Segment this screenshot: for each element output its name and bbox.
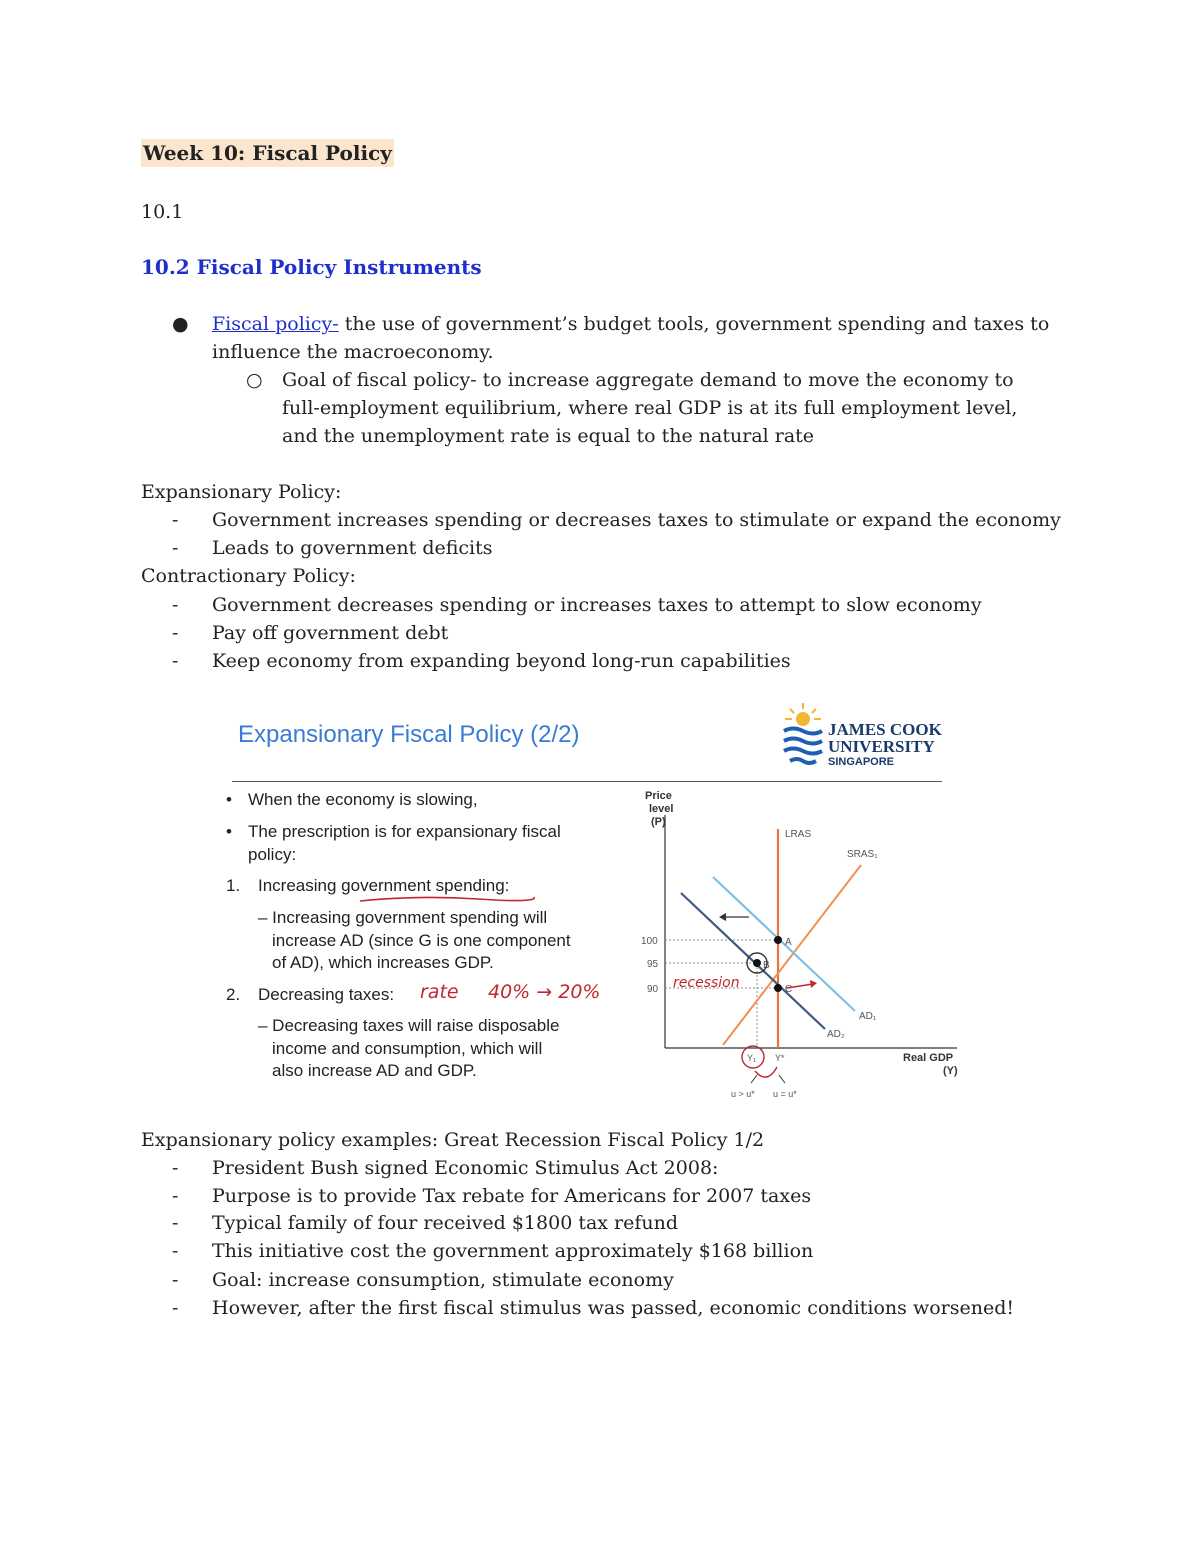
contractionary-title: Contractionary Policy: — [141, 565, 356, 587]
tick-label: Y₁ — [747, 1053, 757, 1063]
pointer-line — [779, 1075, 785, 1083]
slide-divider — [232, 781, 942, 782]
sub-bullet-goal — [246, 366, 1056, 450]
slide-bullet-2b: policy: — [248, 845, 297, 864]
slide-item-1-sub-b: increase AD (since G is one component — [272, 931, 571, 950]
ad2-label: AD₂ — [827, 1029, 845, 1040]
sras-label: SRAS₁ — [847, 849, 878, 860]
list-item: - Goal: increase consumption, stimulate economy — [172, 1269, 674, 1291]
section-10-2-heading: 10.2 Fiscal Policy Instruments — [141, 255, 482, 279]
list-item: - Keep economy from expanding beyond long-run capabilities — [172, 650, 791, 672]
list-item: - Purpose is to provide Tax rebate for Americans for 2007 taxes — [172, 1185, 812, 1207]
slide-item-2-num: 2. — [226, 985, 241, 1004]
point-c — [774, 984, 782, 992]
logo-line3: SINGAPORE — [828, 756, 895, 768]
jcu-logo-icon — [780, 701, 826, 771]
arrow-head-icon — [810, 980, 817, 988]
slide-title: Expansionary Fiscal Policy (2/2) — [238, 721, 580, 748]
tick-label: 90 — [647, 984, 659, 995]
slide-bullet-2a: The prescription is for expansionary fiscal — [248, 822, 561, 841]
x-axis-label: (Y) — [943, 1065, 958, 1077]
point-b — [753, 959, 761, 967]
ad-as-diagram — [627, 785, 967, 1107]
bullet-dot-icon: ● — [172, 313, 189, 335]
slide-item-2-sub-b: income and consumption, which will — [272, 1039, 543, 1058]
list-item: - Pay off government debt — [172, 622, 449, 644]
fiscal-policy-link[interactable]: Fiscal policy- — [212, 313, 339, 335]
slide-item-2-sub-c: also increase AD and GDP. — [272, 1061, 477, 1080]
handwritten-rate-change: 40% → 20% — [488, 981, 601, 1003]
list-item: - Government increases spending or decreases taxes to stimulate or expand the economy — [172, 509, 1061, 531]
bullet-fiscal-policy — [172, 310, 1052, 366]
examples-title: Expansionary policy examples: Great Recession Fiscal Policy 1/2 — [141, 1129, 765, 1151]
x-axis-label: Real GDP — [903, 1052, 954, 1064]
list-item: - Typical family of four received $1800 tax refund — [172, 1212, 679, 1234]
list-item: - President Bush signed Economic Stimulus Act 2008: — [172, 1157, 719, 1179]
lras-label: LRAS — [785, 829, 812, 840]
pointer-line — [751, 1075, 757, 1083]
sras-curve — [723, 865, 861, 1045]
point-a — [774, 936, 782, 944]
unemployment-label: u > u* — [731, 1089, 755, 1099]
logo-line1: JAMES COOK — [828, 720, 942, 739]
point-a-label: A — [785, 937, 792, 948]
expansionary-title: Expansionary Policy: — [141, 481, 342, 503]
y-axis-label: (P) — [651, 816, 666, 828]
slide-item-1-num: 1. — [226, 876, 241, 895]
y-axis-label: Price — [645, 790, 672, 802]
tick-label: Y* — [775, 1053, 785, 1063]
section-10-1: 10.1 — [141, 201, 184, 223]
slide-item-1-sub-a: – Increasing government spending will — [258, 908, 548, 927]
handwritten-loop — [755, 1067, 777, 1077]
handwritten-recession: recession — [673, 975, 740, 991]
handwritten-underline — [358, 893, 538, 905]
slide-item-1-sub-c: of AD), which increases GDP. — [272, 953, 494, 972]
page-title: Week 10: Fiscal Policy — [143, 141, 392, 165]
unemployment-label: u = u* — [773, 1089, 797, 1099]
slide-item-1: Increasing government spending: — [258, 876, 510, 895]
logo-line2: UNIVERSITY — [828, 737, 935, 756]
y-axis-label: level — [649, 803, 674, 815]
tick-label: 100 — [641, 936, 658, 947]
list-item: - This initiative cost the government approximately $168 billion — [172, 1240, 814, 1262]
slide-item-2: Decreasing taxes: — [258, 985, 395, 1004]
ad1-label: AD₁ — [859, 1011, 877, 1022]
slide-item-2-sub-a: – Decreasing taxes will raise disposable — [258, 1016, 560, 1035]
slide-bullet-dot: • — [226, 822, 232, 841]
lecture-slide — [226, 695, 958, 1115]
slide-bullet-dot: • — [226, 790, 232, 809]
list-item: - However, after the first fiscal stimulus was passed, economic conditions worsened! — [172, 1297, 1015, 1319]
point-c-label: C — [785, 984, 793, 995]
list-item: - Government decreases spending or increases taxes to attempt to slow economy — [172, 594, 982, 616]
hollow-circle-bullet-icon: ○ — [246, 369, 263, 391]
tick-label: 95 — [647, 959, 659, 970]
point-b-label: B — [763, 960, 770, 971]
slide-bullet-1: When the economy is slowing, — [248, 790, 478, 809]
handwritten-rate: rate — [420, 981, 459, 1003]
goal-text: Goal of fiscal policy- to increase aggregate demand to move the economy to full-employment equilibrium, where real GDP is at its full employment level, and the unemployment rate is equal to the natural rate — [282, 369, 1018, 447]
fiscal-policy-definition: the use of government’s budget tools, government spending and taxes to influence the macroeconomy. — [212, 313, 1050, 363]
list-item: - Leads to government deficits — [172, 537, 493, 559]
arrow-head-icon — [719, 913, 726, 921]
